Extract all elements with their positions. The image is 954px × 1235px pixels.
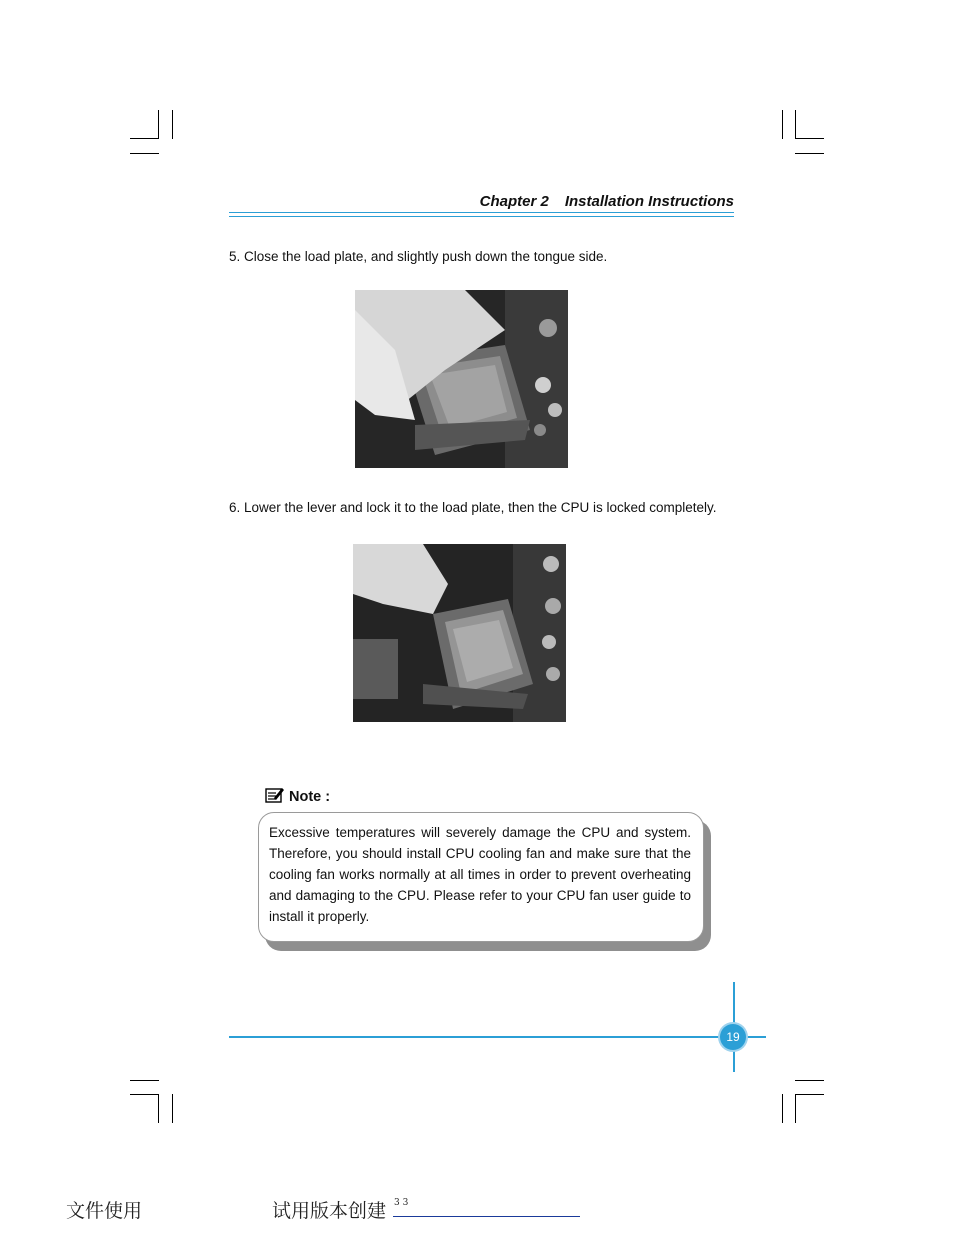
footer-right-text: 试用版本创建 — [272, 1200, 387, 1222]
header-rule-top — [229, 212, 734, 213]
crop-mark-bottom-right-horizontal-2 — [795, 1094, 824, 1095]
page-number: 19 — [726, 1030, 740, 1044]
crop-mark-bottom-left-horizontal — [130, 1080, 159, 1081]
photo-close-load-plate — [355, 290, 568, 468]
crop-mark-top-left-horizontal — [130, 138, 159, 139]
crop-mark-bottom-left-vertical — [158, 1094, 159, 1123]
footer-left-text: 文件使用 — [66, 1200, 143, 1222]
page-number-badge — [720, 1024, 746, 1050]
crop-mark-top-right-vertical — [782, 110, 783, 139]
crop-mark-top-left-vertical — [158, 110, 159, 139]
note-label: Note : — [289, 788, 331, 805]
note-text: Excessive temperatures will severely damage the CPU and system. Therefore, you should install CPU cooling fan and make sure that the cooling fan works normally at all times in order to prevent overheating and damaging to the CPU. Please refer to your CPU fan user guide to install it properly. — [269, 825, 691, 924]
running-header — [480, 193, 734, 210]
chapter-label: Chapter 2 — [479, 193, 549, 210]
photo-lower-lever-illustration — [353, 544, 566, 722]
footer-underline — [393, 1216, 580, 1217]
note-pencil-icon — [265, 786, 284, 807]
crop-mark-top-right-horizontal-2 — [795, 153, 824, 154]
header-rule-bottom — [229, 216, 734, 217]
note-heading — [265, 786, 330, 807]
crop-mark-bottom-left-vertical-2 — [172, 1094, 173, 1123]
step-6-text: 6. Lower the lever and lock it to the load plate, then the CPU is locked completely. — [229, 500, 717, 515]
step-5-text: 5. Close the load plate, and slightly push down the tongue side. — [229, 249, 608, 264]
crop-mark-top-right-vertical-2 — [795, 110, 796, 139]
footer-rule — [229, 1036, 766, 1038]
photo-lower-lever — [353, 544, 566, 722]
crop-mark-bottom-right-vertical-2 — [795, 1094, 796, 1123]
photo-close-load-plate-illustration — [355, 290, 568, 468]
crop-mark-bottom-left-horizontal-2 — [130, 1094, 159, 1095]
footer-page-ref: 3 3 — [394, 1198, 409, 1208]
crop-mark-top-right-horizontal — [795, 138, 824, 139]
crop-mark-top-left-vertical-2 — [172, 110, 173, 139]
crop-mark-bottom-right-horizontal — [795, 1080, 824, 1081]
crop-mark-bottom-right-vertical — [782, 1094, 783, 1123]
crop-mark-top-left-horizontal-2 — [130, 153, 159, 154]
section-title: Installation Instructions — [564, 193, 734, 210]
